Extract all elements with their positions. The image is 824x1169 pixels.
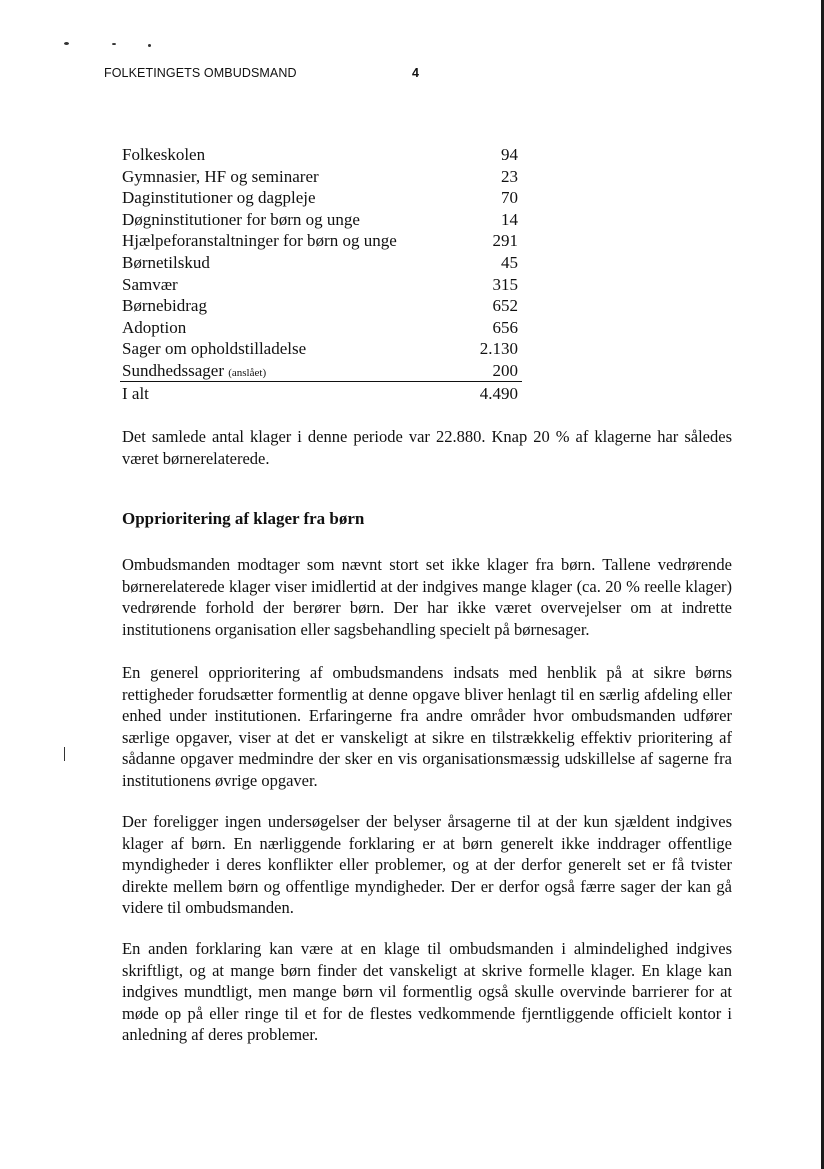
row-label: Døgninstitutioner for børn og unge (122, 209, 360, 229)
row-note: (anslået) (228, 366, 267, 379)
row-label: Adoption (122, 317, 187, 337)
row-label: Samvær (122, 274, 178, 294)
table-row (120, 274, 522, 296)
scan-speck (148, 44, 151, 47)
row-value: 291 (492, 231, 518, 251)
summary-paragraph: Det samlede antal klager i denne periode var 22.880. Knap 20 % af klagerne har således været børnerelaterede. (122, 427, 732, 468)
row-value: 656 (492, 317, 518, 337)
row-value: 315 (492, 274, 518, 294)
total-label: I alt (122, 383, 149, 403)
row-label: Hjælpeforanstaltninger for børn og unge (122, 231, 397, 251)
row-label: Daginstitutioner og dagpleje (122, 188, 316, 208)
table-row (120, 187, 522, 209)
table-row (120, 317, 522, 339)
row-value: 2.130 (479, 339, 518, 359)
row-label: Børnebidrag (122, 296, 207, 316)
table-row (120, 166, 522, 188)
paragraph: En anden forklaring kan være at en klage til ombudsmanden i almindelighed indgives skriftligt, og at mange børn finder det vanskeligt at skrive formelle klager. En klage kan indgives mundtligt, men mange børn vil formentlig også skulle overvinde barrierer for at møde op på eller ringe til et for de flestes vedkommende fjerntliggende officielt kontor i anledning af deres problemer. (122, 939, 732, 1045)
row-value: 652 (492, 296, 518, 316)
row-label: Gymnasier, HF og seminarer (122, 166, 319, 186)
complaints-table (120, 144, 522, 404)
row-label (122, 360, 266, 385)
row-value: 94 (501, 145, 518, 164)
row-label: Børnetilskud (122, 252, 210, 272)
paragraph: En generel opprioritering af ombudsmandens indsats med henblik på at sikre børns rettigheder forudsætter formentlig at denne opgave bliver henlagt til en særlig afdeling eller enhed under institutionen. Erfaringerne fra andre områder hvor ombudsmanden udfører særlige opgaver, viser at det er vanskeligt at sikre en tilstrækkelig effektiv prioritering af sådanne opgaver medmindre der sker en vis organisationsmæssig udskillelse af sagerne fra institutionens øvrige opgaver. (122, 663, 732, 790)
table-row (120, 295, 522, 317)
paragraph: Der foreligger ingen undersøgelser der belyser årsagerne til at der kun sjældent indgives klager af børn. En nærliggende forklaring er at børn generelt ikke inddrager offentlige myndigheder i deres konflikter eller problemer, og at der derfor generelt set er få tvister direkte mellem børn og offentlige myndigheder. Der er derfor også færre sager der kan gå videre til ombudsmanden. (122, 812, 732, 918)
table-total-row (120, 383, 522, 405)
row-value: 23 (501, 166, 518, 186)
page-header-title: FOLKETINGETS OMBUDSMAND (104, 66, 297, 80)
scan-speck (64, 747, 65, 761)
total-value: 4.490 (479, 383, 518, 403)
scan-speck (112, 43, 116, 45)
table-row (120, 209, 522, 231)
scan-speck (64, 42, 69, 45)
table-row (120, 360, 522, 382)
paragraph: Ombudsmanden modtager som nævnt stort set ikke klager fra børn. Tallene vedrørende børnerelaterede klager viser imidlertid at der indgives mange klager (ca. 20 % reelle klager) vedrørende forhold der berører børn. Der har ikke været overvejelser om at indrette institutionens organisation eller sagsbehandling specielt på børnesager. (122, 555, 732, 639)
row-label: Sager om opholdstilladelse (122, 339, 307, 359)
table-row (120, 144, 522, 166)
row-value: 14 (501, 209, 518, 229)
table-row (120, 230, 522, 252)
row-value: 45 (501, 252, 518, 272)
page-number: 4 (412, 66, 419, 80)
row-value: 200 (492, 360, 518, 380)
row-value: 70 (501, 188, 518, 208)
row-label: Folkeskolen (122, 145, 206, 164)
section-heading: Opprioritering af klager fra børn (122, 509, 365, 528)
table-row (120, 338, 522, 360)
table-row (120, 252, 522, 274)
row-label-text: Sundhedssager (122, 360, 224, 380)
